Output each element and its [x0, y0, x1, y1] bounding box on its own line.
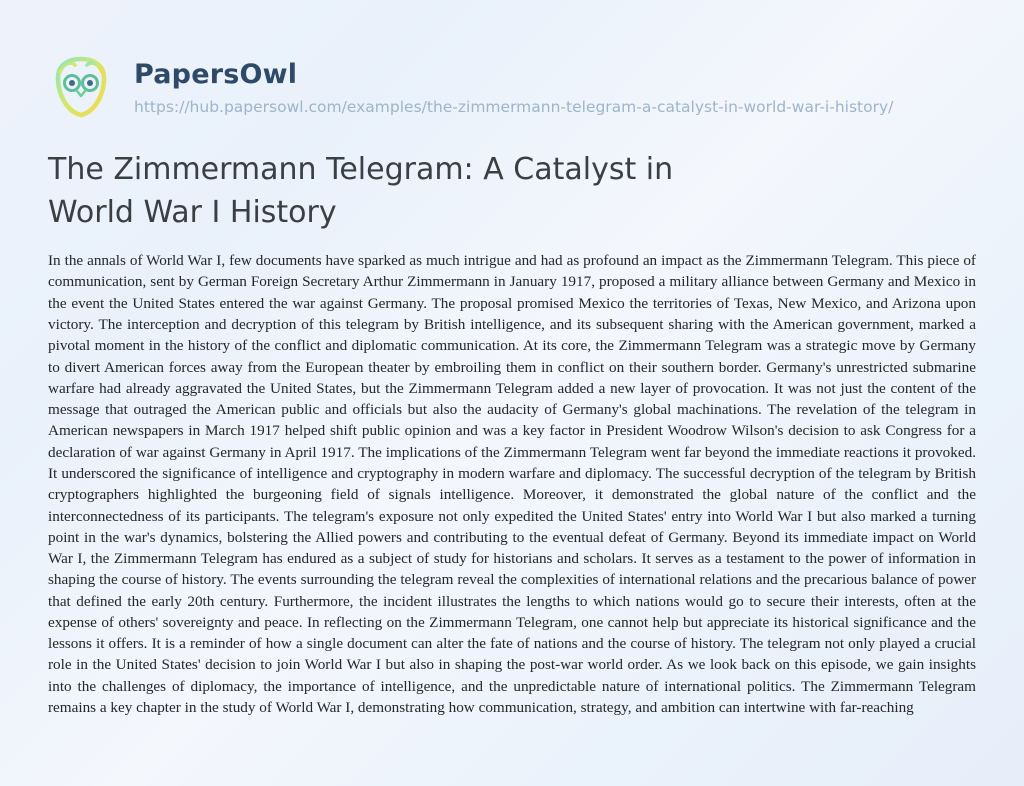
source-url[interactable]: https://hub.papersowl.com/examples/the-zimmermann-telegram-a-catalyst-in-world-war-i-history/ [134, 97, 894, 116]
owl-logo-icon [48, 56, 114, 118]
brand-block [134, 52, 893, 119]
article-body: In the annals of World War I, few documents have sparked as much intrigue and had as profound an impact as the Zimmermann Telegram. This piece of communication, sent by German Foreign Secretary Arthur Zimmermann in January 1917, proposed a military alliance between Germany and Mexico in the event the United States entered the war against Germany. The proposal promised Mexico the territories of Texas, New Mexico, and Arizona upon victory. The interception and decryption of this telegram by British intelligence, and its subsequent sharing with the American government, marked a pivotal moment in the history of the conflict and diplomatic communication. At its core, the Zimmermann Telegram was a strategic move by Germany to divert American forces away from the European theater by embroiling them in conflict on their southern border. Germany's unrestricted submarine warfare had already aggravated the United States, but the Zimmermann Telegram added a new layer of provocation. It was not just the content of the message that outraged the American public and officials but also the audacity of Germany's global machinations. The revelation of the telegram in American newspapers in March 1917 helped shift public opinion and was a key factor in President Woodrow Wilson's decision to ask Congress for a declaration of war against Germany in April 1917. The implications of the Zimmermann Telegram went far beyond the immediate reactions it provoked. It underscored the significance of intelligence and cryptography in modern warfare and diplomacy. The successful decryption of the telegram by British cryptographers highlighted the burgeoning field of signals intelligence. Moreover, it demonstrated the global nature of the conflict and the interconnectedness of its participants. The telegram's exposure not only expedited the United States' entry into World War I but also marked a turning point in the war's dynamics, bolstering the Allied powers and contributing to the eventual defeat of Germany. Beyond its immediate impact on World War I, the Zimmermann Telegram has endured as a subject of study for historians and scholars. It serves as a testament to the power of information in shaping the course of history. The events surrounding the telegram reveal the complexities of international relations and the precarious balance of power that defined the early 20th century. Furthermore, the incident illustrates the lengths to which nations would go to secure their interests, often at the expense of others' sovereignty and peace. In reflecting on the Zimmermann Telegram, one cannot help but appreciate its historical significance and the lessons it offers. It is a reminder of how a single document can alter the fate of nations and the course of history. The telegram not only played a crucial role in the United States' decision to join World War I but also in shaping the post-war world order. As we look back on this episode, we gain insights into the challenges of diplomacy, the importance of intelligence, and the unpredictable nature of international politics. The Zimmermann Telegram remains a key chapter in the study of World War I, demonstrating how communication, strategy, and ambition can intertwine with far-reaching [48, 252, 976, 717]
page-title: The Zimmermann Telegram: A Catalyst in World War I History [48, 151, 674, 230]
brand-name: PapersOwl [134, 59, 298, 90]
site-header [0, 0, 1024, 119]
